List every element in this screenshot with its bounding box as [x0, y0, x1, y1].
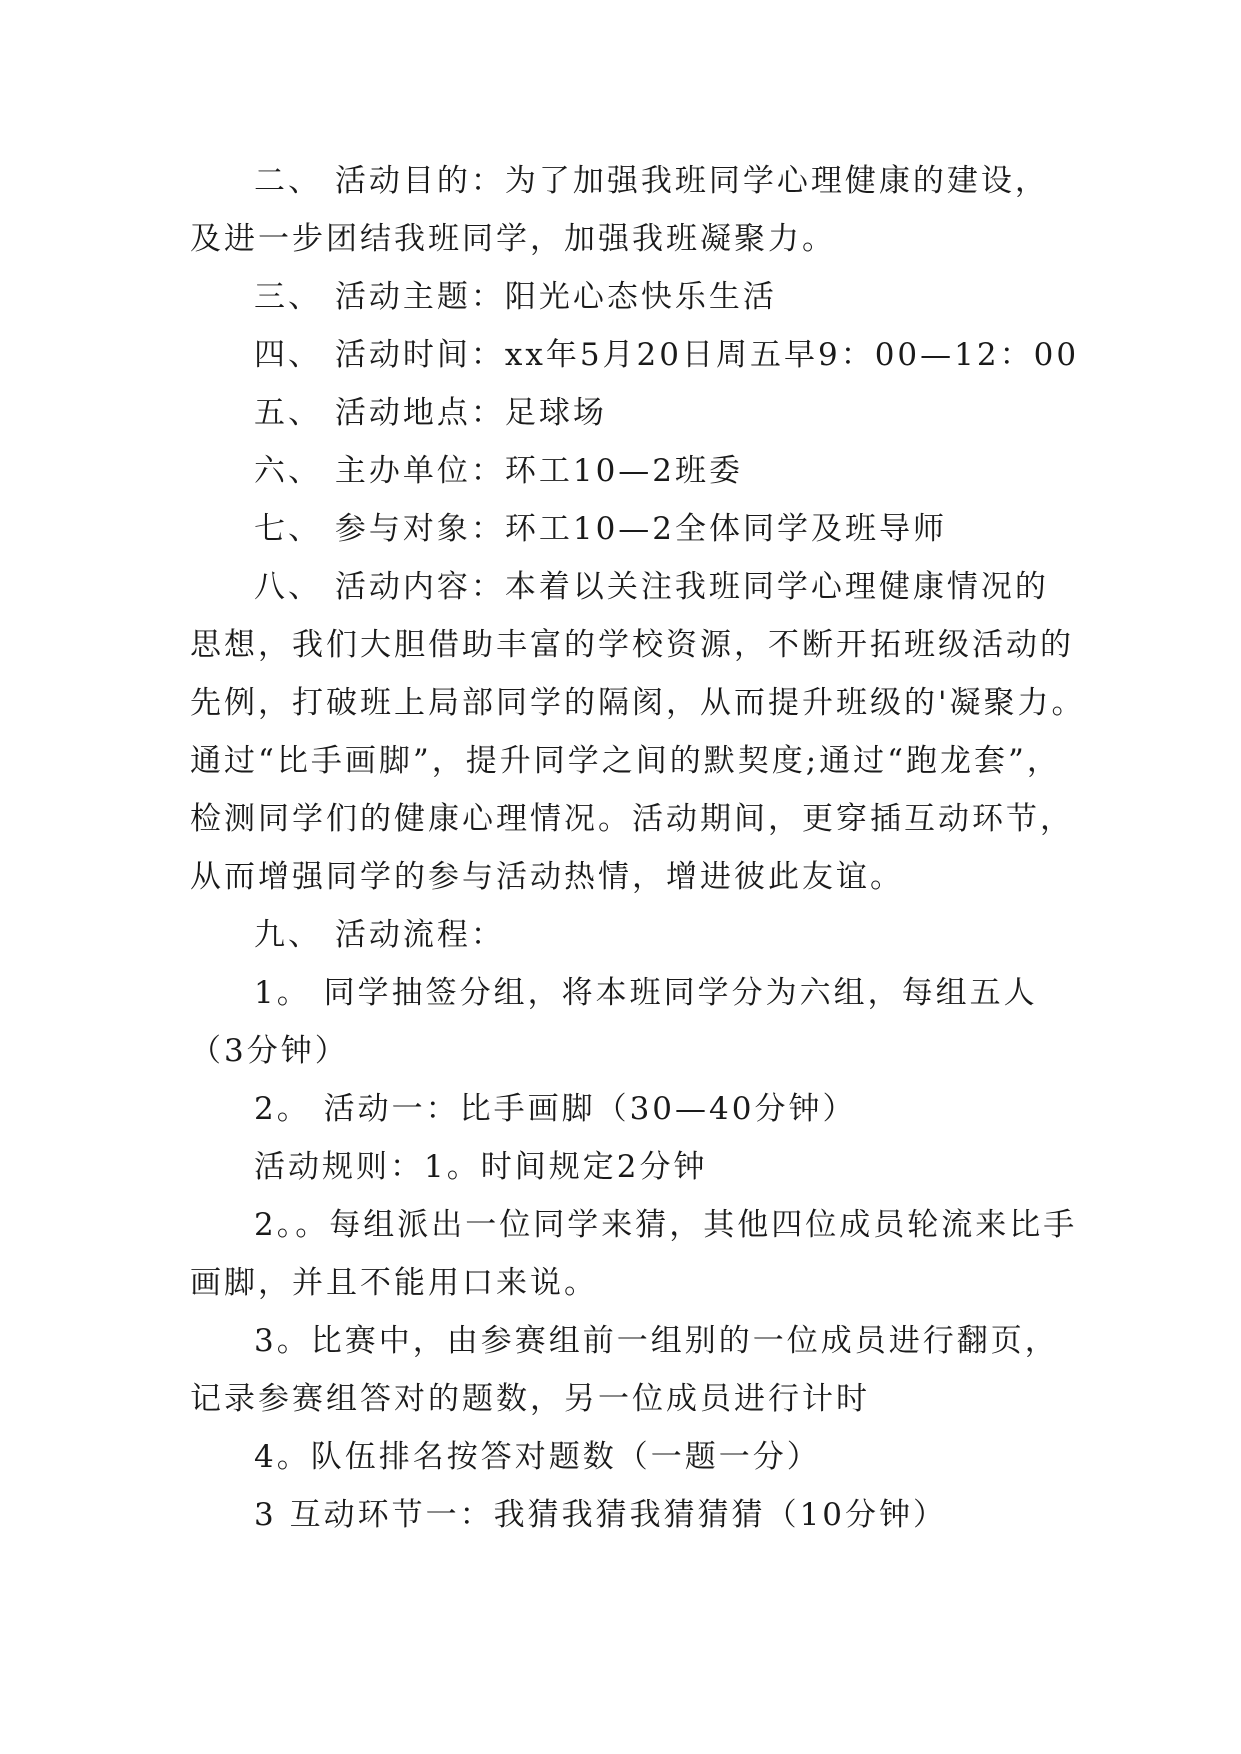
text-line: 3。比赛中，由参赛组前一组别的一位成员进行翻页，	[254, 1323, 1059, 1359]
text-line: 八、 活动内容：本着以关注我班同学心理健康情况的	[254, 569, 1049, 605]
text-line: 九、 活动流程：	[254, 917, 505, 953]
text-line: 先例，打破班上局部同学的隔阂，从而提升班级的'凝聚力。	[190, 685, 1086, 721]
text-line: 二、 活动目的：为了加强我班同学心理健康的建设，	[254, 163, 1049, 199]
text-line: 六、 主办单位：环工10—2班委	[254, 453, 744, 489]
text-line: 五、 活动地点：足球场	[254, 395, 607, 431]
text-line: 活动规则：1。时间规定2分钟	[254, 1149, 708, 1185]
text-line: 通过“比手画脚”，提升同学之间的默契度;通过“跑龙套”，	[190, 743, 1061, 779]
text-line: 3 互动环节一：我猜我猜我猜猜猜（10分钟）	[254, 1497, 948, 1533]
text-line: 四、 活动时间：xx年5月20日周五早9：00—12：00	[254, 337, 1080, 373]
text-line: 思想，我们大胆借助丰富的学校资源，不断开拓班级活动的	[190, 627, 1074, 663]
text-line: 1。 同学抽签分组，将本班同学分为六组，每组五人	[254, 975, 1038, 1011]
text-line: 画脚，并且不能用口来说。	[190, 1265, 598, 1301]
text-line: （3分钟）	[190, 1033, 349, 1069]
text-line: 记录参赛组答对的题数，另一位成员进行计时	[190, 1381, 870, 1417]
text-line: 七、 参与对象：环工10—2全体同学及班导师	[254, 511, 948, 547]
text-line: 2。 活动一：比手画脚（30—40分钟）	[254, 1091, 857, 1127]
document-body	[190, 152, 1086, 1544]
text-line: 检测同学们的健康心理情况。活动期间，更穿插互动环节，	[190, 801, 1074, 837]
text-line: 三、 活动主题：阳光心态快乐生活	[254, 279, 777, 315]
text-line: 4。队伍排名按答对题数（一题一分）	[254, 1439, 821, 1475]
text-line: 从而增强同学的参与活动热情，增进彼此友谊。	[190, 859, 904, 895]
text-line: 2。。每组派出一位同学来猜，其他四位成员轮流来比手	[254, 1207, 1078, 1243]
text-line: 及进一步团结我班同学，加强我班凝聚力。	[190, 221, 836, 257]
